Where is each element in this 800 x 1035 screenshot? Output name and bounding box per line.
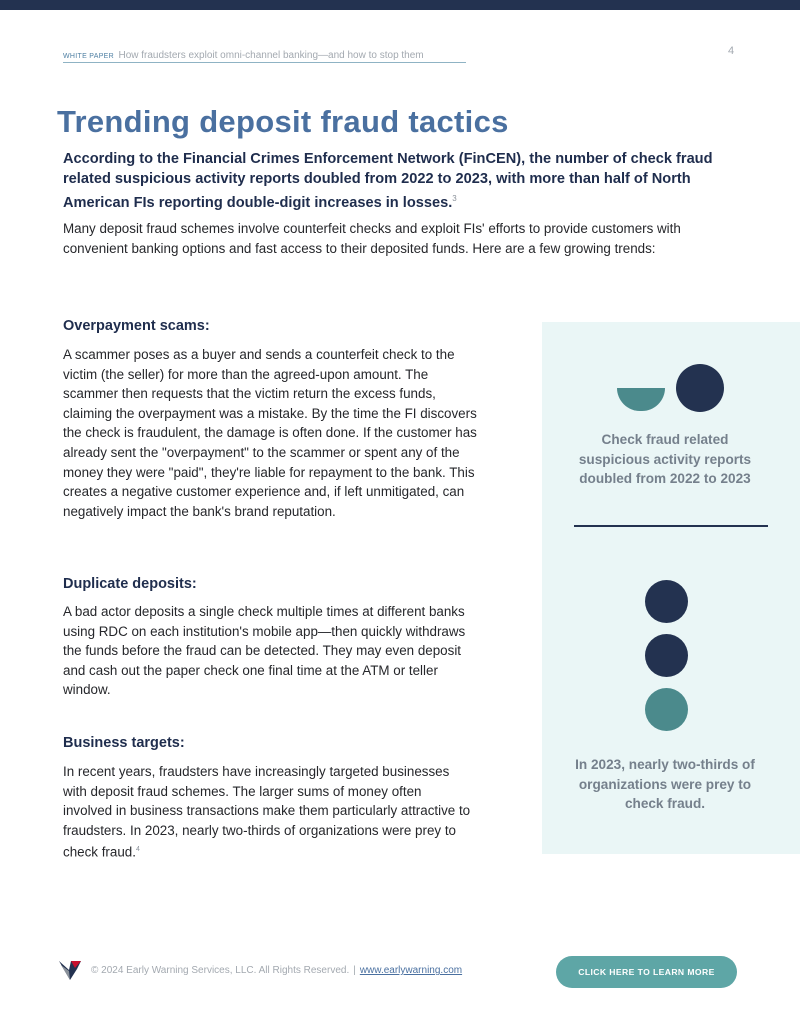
- sidebar-divider: [574, 525, 768, 527]
- section-body-duplicate: A bad actor deposits a single check multiple times at different banks using RDC on each institution's mobile app—then quickly withdraws the funds before the fraud can be detected. They may even deposit and cash out the paper check one final time at the ATM or teller window.: [63, 604, 466, 698]
- section-heading-overpayment: Overpayment scams:: [63, 318, 210, 334]
- section-body-overpayment: A scammer poses as a buyer and sends a counterfeit check to the victim (the seller) for more than the agreed-upon amount. The scammer then requests that the victim return the excess funds, claiming the overpayment was a mistake. By the time the FI discovers the check is fraudulent, the damage is often done. If the customer has already sent the "overpayment" to the scammer or spent any of the money they were "paid", they're liable for repayment to the bank. This creates a negative customer experience and, if left unmitigated, can negatively impact the bank's brand reputation.: [63, 347, 477, 519]
- lead-text: According to the Financial Crimes Enforcement Network (FinCEN), the number of check fraud related suspicious activity reports doubled from 2022 to 2023, with more than half of North American FIs reporting double-digit increases in losses.: [63, 151, 713, 211]
- lead-footnote-ref: 3: [452, 194, 457, 203]
- document-type-label: WHITE PAPER: [63, 53, 115, 60]
- website-link[interactable]: www.earlywarning.com: [359, 965, 463, 976]
- footer-separator: |: [353, 965, 356, 976]
- dot-graphic-2: [645, 634, 688, 677]
- top-bar: [0, 0, 800, 10]
- running-header: [63, 45, 466, 63]
- dot-graphic-1: [645, 580, 688, 623]
- stat-callout-sar: Check fraud related suspicious activity reports doubled from 2022 to 2023: [578, 432, 752, 487]
- business-footnote-ref: 4: [135, 846, 140, 854]
- stat-callout-organizations: In 2023, nearly two-thirds of organizations were prey to check fraud.: [575, 757, 755, 812]
- early-warning-logo-icon: [57, 959, 83, 983]
- section-heading-duplicate: Duplicate deposits:: [63, 576, 197, 592]
- section-body-business-text: In recent years, fraudsters have increasingly targeted businesses with deposit fraud schemes. The larger sums of money often involved in business transactions make them particularly attractive to fraudsters. In 2023, nearly two-thirds of organizations were prey to check fraud.: [63, 764, 471, 860]
- copyright-text: © 2024 Early Warning Services, LLC. All Rights Reserved.: [91, 965, 350, 976]
- section-heading-business: Business targets:: [63, 735, 185, 751]
- footer-copyright: [91, 965, 462, 976]
- dot-graphic-3: [645, 688, 688, 731]
- page-title: Trending deposit fraud tactics: [57, 104, 509, 139]
- running-header-title: How fraudsters exploit omni-channel banking—and how to stop them: [118, 50, 424, 61]
- section-body-business: [63, 762, 473, 862]
- lead-paragraph: [63, 150, 723, 213]
- circle-graphic: [676, 364, 724, 412]
- learn-more-button[interactable]: CLICK HERE TO LEARN MORE: [556, 956, 737, 988]
- page-number: 4: [728, 45, 735, 57]
- intro-paragraph: Many deposit fraud schemes involve counterfeit checks and exploit FIs' efforts to provide customers with convenient banking options and fast access to their deposited funds. Here are a few growing trends:: [63, 221, 681, 256]
